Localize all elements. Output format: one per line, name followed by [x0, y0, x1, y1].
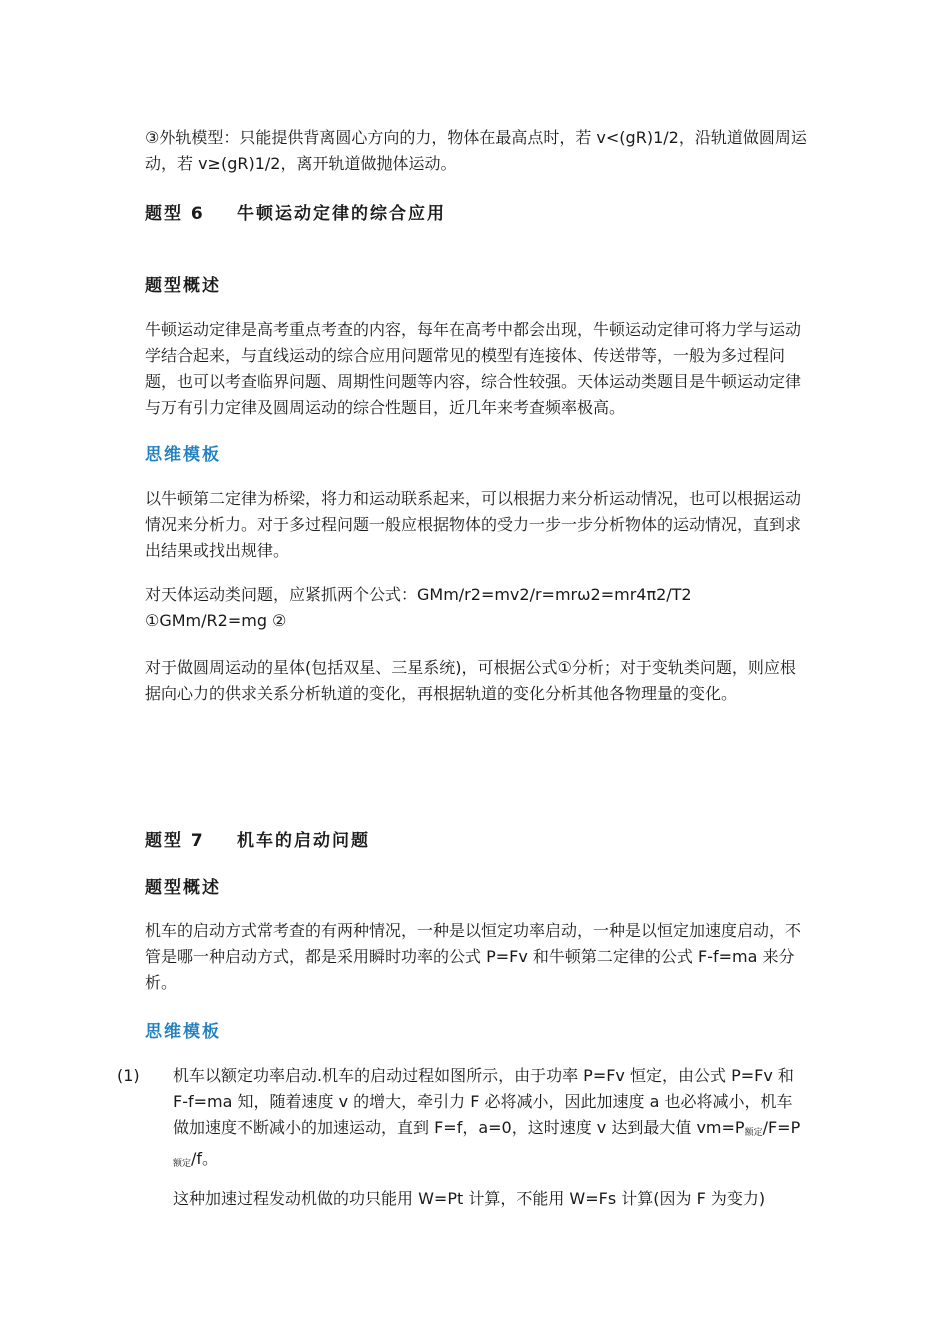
section-7-overview-heading: 题型概述 [145, 878, 221, 898]
list-item-1-end: /f。 [191, 1149, 219, 1168]
subscript-rated: 额定 [744, 1128, 763, 1138]
section-6-number: 题型 6 [145, 204, 205, 224]
section-6-template-paragraph-3: 对于做圆周运动的星体(包括双星、三星系统)，可根据公式①分析；对于变轨类问题，则应根据向心力的供求关系分析轨道的变化，再根据轨道的变化分析其他各物理量的变化。 [145, 658, 796, 703]
section-6-template-heading: 思维模板 [145, 445, 221, 465]
section-7-number: 题型 7 [145, 831, 205, 851]
list-item-1-text: 机车以额定功率启动.机车的启动过程如图所示，由于功率 P=Fv 恒定，由公式 P=Fv 和 F-f=ma 知，随着速度 v 的增大，牵引力 F 必将减小，因此加速度 a 也必将减小，机车做加速度不断减小的加速运动，直到 F=f，a=0，这时速度 v 达到最大值 vm=P [173, 1066, 794, 1137]
outer-track-model-paragraph: ③外轨模型：只能提供背离圆心方向的力，物体在最高点时，若 v<(gR)1/2，沿轨道做圆周运动，若 v≥(gR)1/2，离开轨道做抛体运动。 [145, 128, 807, 173]
list-item-1-number: (1) [117, 1066, 140, 1085]
section-6-overview-text: 牛顿运动定律是高考重点考查的内容，每年在高考中都会出现，牛顿运动定律可将力学与运动学结合起来，与直线运动的综合应用问题常见的模型有连接体、传送带等，一般为多过程问题，也可以考查临界问题、周期性问题等内容，综合性较强。天体运动类题目是牛顿运动定律与万有引力定律及圆周运动的综合性题目，近几年来考查频率极高。 [145, 320, 802, 417]
section-6-template-paragraph-1: 以牛顿第二定律为桥梁，将力和运动联系起来，可以根据力来分析运动情况，也可以根据运动情况来分析力。对于多过程问题一般应根据物体的受力一步一步分析物体的运动情况，直到求出结果或找出规律。 [145, 489, 802, 560]
section-6-heading [145, 199, 446, 224]
section-7-template-heading: 思维模板 [145, 1022, 221, 1042]
section-6-title: 牛顿运动定律的综合应用 [237, 204, 446, 224]
section-7-overview-text: 机车的启动方式常考查的有两种情况，一种是以恒定功率启动，一种是以恒定加速度启动，不管是哪一种启动方式，都是采用瞬时功率的公式 P=Fv 和牛顿第二定律的公式 F-f=ma 来分析。 [145, 921, 802, 992]
section-6-formula-paragraph: 对天体运动类问题，应紧抓两个公式：GMm/r2=mv2/r=mrω2=mr4π2/T2 ①GMm/R2=mg ② [145, 585, 692, 630]
section-7-heading [145, 826, 370, 851]
section-6-overview-heading: 题型概述 [145, 276, 221, 296]
section-7-title: 机车的启动问题 [237, 831, 370, 851]
subscript-rated-2: 额定 [173, 1159, 192, 1169]
list-item-1 [117, 1063, 807, 1177]
list-item-1-paragraph-2: 这种加速过程发动机做的功只能用 W=Pt 计算，不能用 W=Fs 计算(因为 F 为变力) [173, 1189, 766, 1208]
list-item-1-mid: /F=P [762, 1118, 801, 1137]
